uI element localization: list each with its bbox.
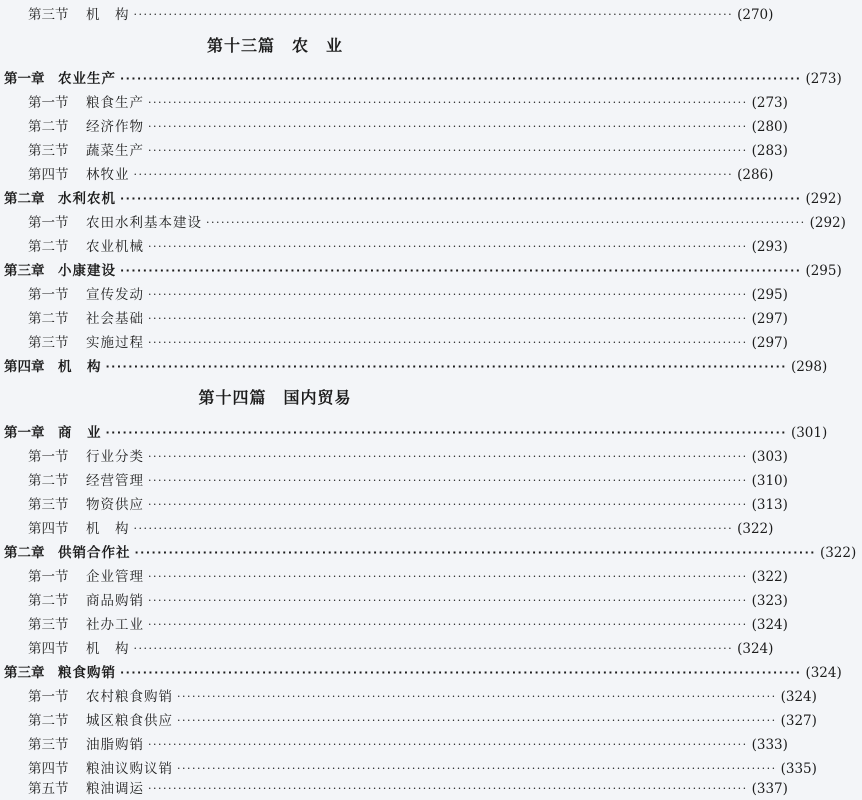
entry-page: (283) <box>751 143 788 159</box>
entry-title: 经营管理 <box>86 473 144 489</box>
entry-title: 农村粮食购销 <box>86 689 173 705</box>
entry-number: 第一节 <box>28 449 69 465</box>
entry-title: 社会基础 <box>86 311 144 327</box>
entry-number: 第二章 <box>4 545 45 561</box>
entry-number: 第三节 <box>28 7 69 23</box>
entry-number: 第一节 <box>28 95 69 111</box>
entry-label <box>28 518 130 540</box>
entry-page: (322) <box>737 521 774 537</box>
dot-leader: ························································································································ <box>105 426 787 439</box>
entry-number: 第二节 <box>28 119 69 135</box>
entry-page: (297) <box>751 335 788 351</box>
entry-label <box>4 68 116 90</box>
entry-label <box>28 308 144 330</box>
toc-entry <box>0 614 788 636</box>
entry-page: (310) <box>751 473 788 489</box>
entry-page: (324) <box>737 641 774 657</box>
dot-leader: ························································································································ <box>177 714 777 727</box>
part-title: 农 业 <box>292 36 344 55</box>
toc-entry <box>0 4 774 26</box>
entry-label <box>28 710 173 732</box>
toc-chapter-entry <box>0 260 842 282</box>
dot-leader: ························································································································ <box>148 240 748 253</box>
dot-leader: ························································································································ <box>148 450 748 463</box>
entry-label <box>28 116 144 138</box>
entry-number: 第四节 <box>28 167 69 183</box>
entry-label <box>28 686 173 708</box>
toc-entry <box>0 470 788 492</box>
toc-entry <box>0 308 788 330</box>
entry-page: (292) <box>809 215 846 231</box>
entry-page: (295) <box>805 263 842 279</box>
dot-leader: ························································································································ <box>148 120 748 133</box>
dot-leader: ························································································································ <box>148 594 748 607</box>
entry-page: (323) <box>751 593 788 609</box>
entry-page: (303) <box>751 449 788 465</box>
toc-entry <box>0 710 817 732</box>
entry-page: (324) <box>805 665 842 681</box>
entry-page: (286) <box>737 167 774 183</box>
entry-page: (280) <box>751 119 788 135</box>
entry-page: (292) <box>805 191 842 207</box>
entry-label <box>28 638 130 660</box>
entry-number: 第二节 <box>28 713 69 729</box>
entry-number: 第四章 <box>4 359 45 375</box>
entry-label <box>28 212 202 234</box>
dot-leader: ························································································································ <box>148 96 748 109</box>
entry-title: 机 构 <box>58 359 102 375</box>
toc-chapter-entry <box>0 356 828 378</box>
entry-label <box>4 188 116 210</box>
entry-title: 机 构 <box>86 7 130 23</box>
entry-page: (335) <box>780 761 817 777</box>
dot-leader: ························································································································ <box>148 144 748 157</box>
entry-number: 第一节 <box>28 287 69 303</box>
toc-entry <box>0 518 774 540</box>
toc-entry <box>0 494 788 516</box>
entry-title: 粮食购销 <box>58 665 116 681</box>
toc-entry <box>0 140 788 162</box>
dot-leader: ························································································································ <box>133 168 734 181</box>
entry-label <box>28 470 144 492</box>
entry-number: 第二节 <box>28 239 69 255</box>
entry-title: 油脂购销 <box>86 737 144 753</box>
dot-leader: ························································································································ <box>148 782 748 795</box>
entry-title: 商品购销 <box>86 593 144 609</box>
entry-page: (337) <box>751 781 788 797</box>
dot-leader: ························································································································ <box>148 288 748 301</box>
entry-number: 第三节 <box>28 617 69 633</box>
toc-entry <box>0 116 788 138</box>
entry-number: 第一节 <box>28 569 69 585</box>
toc-entry <box>0 164 774 186</box>
entry-label <box>28 566 144 588</box>
entry-page: (322) <box>751 569 788 585</box>
entry-label <box>4 542 131 564</box>
entry-label <box>28 494 144 516</box>
dot-leader: ························································································································ <box>133 642 734 655</box>
toc-entry <box>0 212 846 234</box>
entry-number: 第二章 <box>4 191 45 207</box>
dot-leader: ························································································································ <box>148 618 748 631</box>
entry-number: 第三节 <box>28 143 69 159</box>
entry-label <box>28 236 144 258</box>
entry-number: 第三节 <box>28 335 69 351</box>
dot-leader: ························································································································ <box>148 498 748 511</box>
entry-page: (327) <box>780 713 817 729</box>
entry-number: 第一章 <box>4 425 45 441</box>
entry-label <box>28 734 144 756</box>
entry-title: 实施过程 <box>86 335 144 351</box>
dot-leader: ························································································································ <box>105 360 787 373</box>
entry-page: (313) <box>751 497 788 513</box>
entry-title: 林牧业 <box>86 167 130 183</box>
entry-page: (333) <box>751 737 788 753</box>
toc-chapter-entry <box>0 188 842 210</box>
dot-leader: ························································································································ <box>206 216 806 229</box>
dot-leader: ························································································································ <box>120 72 802 85</box>
entry-label <box>28 92 144 114</box>
entry-title: 小康建设 <box>58 263 116 279</box>
entry-page: (324) <box>780 689 817 705</box>
dot-leader: ························································································································ <box>148 738 748 751</box>
entry-label <box>4 260 116 282</box>
entry-label <box>28 446 144 468</box>
entry-title: 经济作物 <box>86 119 144 135</box>
entry-label <box>28 284 144 306</box>
part-heading <box>0 385 550 411</box>
entry-number: 第四节 <box>28 761 69 777</box>
dot-leader: ························································································································ <box>148 570 748 583</box>
entry-number: 第四节 <box>28 521 69 537</box>
entry-label <box>28 4 130 26</box>
entry-number: 第二节 <box>28 311 69 327</box>
dot-leader: ························································································································ <box>148 336 748 349</box>
entry-label <box>28 590 144 612</box>
entry-title: 物资供应 <box>86 497 144 513</box>
entry-title: 农田水利基本建设 <box>86 215 202 231</box>
entry-page: (270) <box>737 7 774 23</box>
dot-leader: ························································································································ <box>148 474 748 487</box>
toc-entry <box>0 686 817 708</box>
entry-number: 第四节 <box>28 641 69 657</box>
entry-number: 第三章 <box>4 665 45 681</box>
dot-leader: ························································································································ <box>120 192 802 205</box>
entry-label <box>4 422 102 444</box>
toc-chapter-entry <box>0 542 857 564</box>
entry-page: (273) <box>805 71 842 87</box>
entry-title: 供销合作社 <box>58 545 131 561</box>
entry-number: 第三章 <box>4 263 45 279</box>
entry-number: 第三节 <box>28 497 69 513</box>
toc-chapter-entry <box>0 662 842 684</box>
entry-page: (293) <box>751 239 788 255</box>
entry-number: 第一节 <box>28 215 69 231</box>
entry-page: (298) <box>790 359 828 375</box>
entry-title: 水利农机 <box>58 191 116 207</box>
entry-title: 商 业 <box>58 425 102 441</box>
toc-chapter-entry <box>0 68 842 90</box>
entry-title: 粮食生产 <box>86 95 144 111</box>
entry-title: 机 构 <box>86 641 130 657</box>
entry-page: (324) <box>751 617 788 633</box>
part-heading <box>0 33 550 59</box>
entry-title: 城区粮食供应 <box>86 713 173 729</box>
entry-label <box>28 164 130 186</box>
entry-title: 企业管理 <box>86 569 144 585</box>
toc-entry <box>0 284 788 306</box>
entry-label <box>4 356 102 378</box>
entry-title: 粮油调运 <box>86 781 144 797</box>
entry-label <box>28 140 144 162</box>
entry-number: 第五节 <box>28 781 69 797</box>
entry-title: 农业机械 <box>86 239 144 255</box>
toc-entry <box>0 92 788 114</box>
entry-label <box>28 332 144 354</box>
dot-leader: ························································································································ <box>133 8 734 21</box>
entry-title: 行业分类 <box>86 449 144 465</box>
entry-page: (322) <box>819 545 857 561</box>
toc-entry <box>0 758 817 780</box>
entry-title: 机 构 <box>86 521 130 537</box>
dot-leader: ························································································································ <box>177 690 777 703</box>
entry-number: 第一节 <box>28 689 69 705</box>
toc-chapter-entry <box>0 422 828 444</box>
toc-entry <box>0 778 788 800</box>
dot-leader: ························································································································ <box>148 312 748 325</box>
entry-label <box>28 614 144 636</box>
entry-number: 第一章 <box>4 71 45 87</box>
dot-leader: ························································································································ <box>120 264 802 277</box>
toc-entry <box>0 638 774 660</box>
entry-number: 第三节 <box>28 737 69 753</box>
dot-leader: ························································································································ <box>134 546 816 559</box>
toc-entry <box>0 446 788 468</box>
dot-leader: ························································································································ <box>133 522 734 535</box>
entry-number: 第二节 <box>28 593 69 609</box>
entry-label <box>28 758 173 780</box>
entry-title: 社办工业 <box>86 617 144 633</box>
entry-title: 宣传发动 <box>86 287 144 303</box>
toc-entry <box>0 590 788 612</box>
toc-entry <box>0 566 788 588</box>
part-title: 国内贸易 <box>283 388 352 407</box>
dot-leader: ························································································································ <box>120 666 802 679</box>
toc-entry <box>0 734 788 756</box>
entry-page: (301) <box>790 425 828 441</box>
part-number: 第十三篇 <box>206 36 275 55</box>
toc-entry <box>0 332 788 354</box>
entry-page: (273) <box>751 95 788 111</box>
entry-title: 蔬菜生产 <box>86 143 144 159</box>
entry-label <box>4 662 116 684</box>
toc-entry <box>0 236 788 258</box>
entry-page: (297) <box>751 311 788 327</box>
entry-label <box>28 778 144 800</box>
entry-title: 农业生产 <box>58 71 116 87</box>
entry-page: (295) <box>751 287 788 303</box>
part-number: 第十四篇 <box>198 388 267 407</box>
entry-title: 粮油议购议销 <box>86 761 173 777</box>
dot-leader: ························································································································ <box>177 762 777 775</box>
entry-number: 第二节 <box>28 473 69 489</box>
